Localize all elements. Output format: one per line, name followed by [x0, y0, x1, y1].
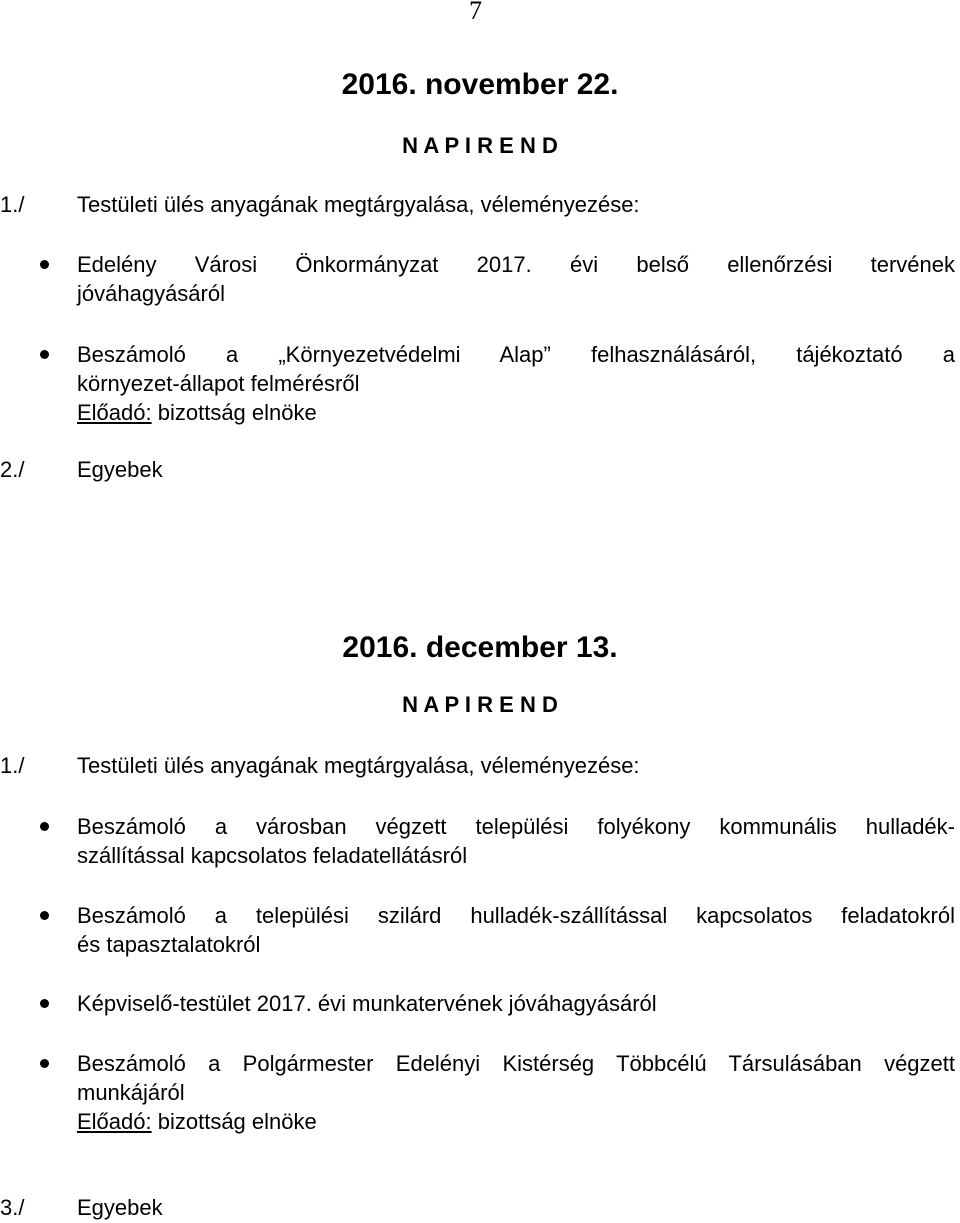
bullet-text-continued: szállítással kapcsolatos feladatellátásról: [77, 843, 468, 868]
meeting-date: 2016. december 13.: [342, 631, 618, 664]
bullet-icon: [40, 822, 49, 831]
item-text: Testületi ülés anyagának megtárgyalása, véleményezése:: [77, 192, 640, 217]
presenter-line: [77, 398, 955, 427]
item-text: Egyebek: [77, 1195, 163, 1220]
bullet-text-continued: és tapasztalatokról: [77, 932, 261, 957]
item-number: 1./: [0, 753, 25, 778]
item-text: Testületi ülés anyagának megtárgyalása, véleményezése:: [77, 753, 640, 778]
bullet-text: Beszámoló a városban végzett települési folyékony kommunális hulladék-: [77, 814, 955, 839]
agenda-bullet: [0, 989, 960, 1018]
presenter-line: [77, 1107, 955, 1136]
item-text: Egyebek: [77, 457, 163, 482]
agenda-title: N A P I R E N D: [402, 692, 558, 717]
presenter-label: Előadó:: [77, 1109, 152, 1134]
bullet-icon: [40, 260, 49, 269]
bullet-icon: [40, 999, 49, 1008]
bullet-text-continued: munkájáról: [77, 1080, 185, 1105]
presenter-label: Előadó:: [77, 400, 152, 425]
bullet-text-continued: környezet-állapot felmérésről: [77, 371, 360, 396]
page-number: 7: [469, 0, 482, 25]
meeting-date: 2016. november 22.: [341, 68, 619, 101]
item-number: 3./: [0, 1195, 25, 1220]
bullet-icon: [40, 350, 49, 359]
item-number: 1./: [0, 192, 25, 217]
bullet-icon: [40, 1059, 49, 1068]
agenda-bullet: [0, 250, 960, 308]
bullet-icon: [40, 911, 49, 920]
agenda-bullet: [0, 340, 960, 427]
presenter-name: bizottság elnöke: [151, 1109, 317, 1134]
item-number: 2./: [0, 457, 25, 482]
presenter-name: bizottság elnöke: [151, 400, 317, 425]
agenda-title: N A P I R E N D: [402, 133, 558, 158]
agenda-bullet: [0, 1049, 960, 1136]
bullet-text-continued: jóváhagyásáról: [77, 281, 225, 306]
bullet-text: Beszámoló a „Környezetvédelmi Alap” felhasználásáról, tájékoztató a: [77, 342, 955, 367]
agenda-bullet: [0, 901, 960, 959]
bullet-text: Edelény Városi Önkormányzat 2017. évi belső ellenőrzési tervének: [77, 252, 955, 277]
agenda-bullet: [0, 812, 960, 870]
bullet-text: Beszámoló a Polgármester Edelényi Kistérség Többcélú Társulásában végzett: [77, 1051, 955, 1076]
bullet-text: Beszámoló a települési szilárd hulladék-szállítással kapcsolatos feladatokról: [77, 903, 955, 928]
bullet-text: Képviselő-testület 2017. évi munkatervének jóváhagyásáról: [77, 991, 657, 1016]
